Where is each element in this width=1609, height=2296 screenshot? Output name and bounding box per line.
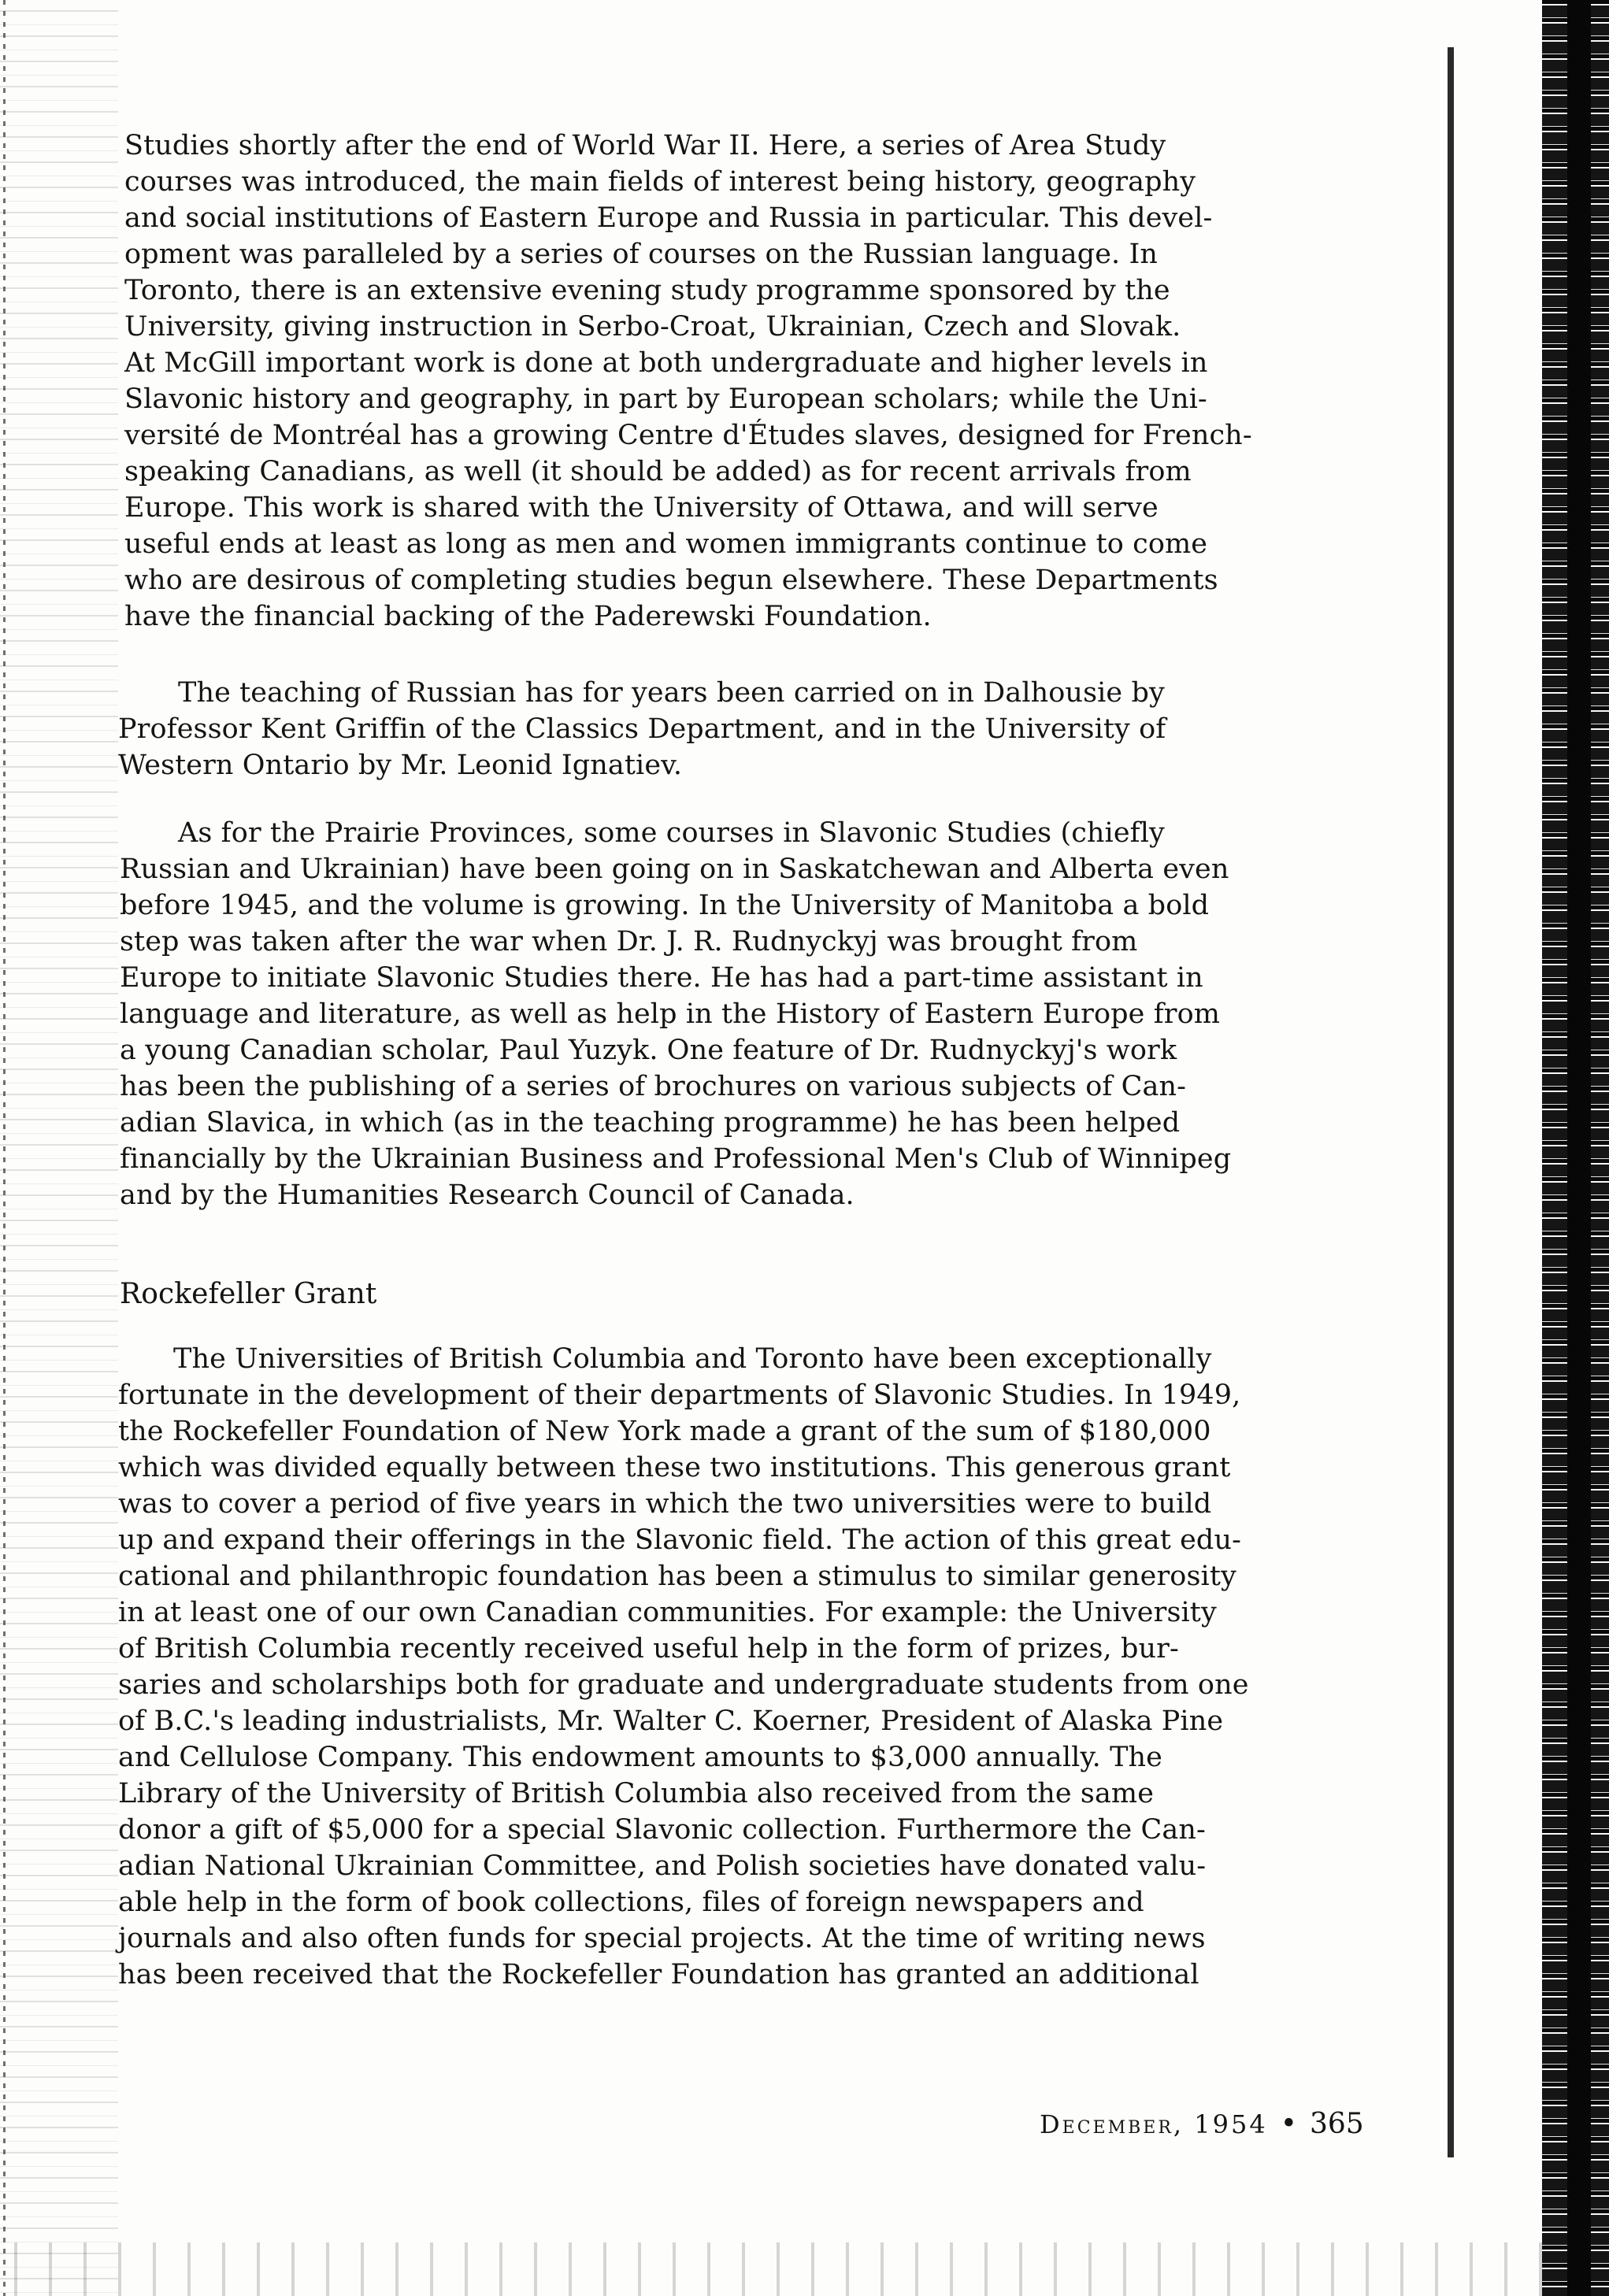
text-line: was to cover a period of five years in which the two universities were to build bbox=[118, 1488, 1212, 1520]
text-line: Europe to initiate Slavonic Studies there. He has had a part-time assistant in bbox=[120, 962, 1203, 994]
section-heading: Rockefeller Grant bbox=[120, 1278, 377, 1310]
text-line: Europe. This work is shared with the University of Ottawa, and will serve bbox=[124, 492, 1159, 524]
text-line: versité de Montréal has a growing Centre d'Études slaves, designed for French- bbox=[124, 420, 1252, 451]
text-line: Russian and Ukrainian) have been going on in Saskatchewan and Alberta even bbox=[120, 854, 1229, 885]
text-line: At McGill important work is done at both undergraduate and higher levels in bbox=[124, 347, 1208, 379]
text-line: Professor Kent Griffin of the Classics Department, and in the University of bbox=[118, 713, 1166, 745]
text-line: which was divided equally between these two institutions. This generous grant bbox=[118, 1452, 1231, 1483]
text-line: fortunate in the development of their departments of Slavonic Studies. In 1949, bbox=[118, 1379, 1241, 1411]
text-line: adian National Ukrainian Committee, and Polish societies have donated valu- bbox=[118, 1850, 1207, 1882]
text-line: The teaching of Russian has for years been carried on in Dalhousie by bbox=[178, 677, 1165, 709]
text-line: adian Slavica, in which (as in the teaching programme) he has been helped bbox=[120, 1107, 1181, 1139]
text-line: and Cellulose Company. This endowment amounts to $3,000 annually. The bbox=[118, 1742, 1162, 1773]
text-line: saries and scholarships both for graduate and undergraduate students from one bbox=[118, 1669, 1249, 1701]
text-line: donor a gift of $5,000 for a special Slavonic collection. Furthermore the Can- bbox=[118, 1814, 1206, 1846]
text-line: University, giving instruction in Serbo-Croat, Ukrainian, Czech and Slovak. bbox=[124, 311, 1181, 343]
text-line: useful ends at least as long as men and women immigrants continue to come bbox=[124, 528, 1208, 560]
text-line: of British Columbia recently received useful help in the form of prizes, bur- bbox=[118, 1633, 1179, 1665]
text-line: and social institutions of Eastern Europe and Russia in particular. This devel- bbox=[124, 202, 1213, 234]
text-line: in at least one of our own Canadian communities. For example: the University bbox=[118, 1597, 1217, 1628]
text-line: Slavonic history and geography, in part by European scholars; while the Uni- bbox=[124, 383, 1207, 415]
scan-left-border bbox=[3, 0, 6, 2296]
text-line: have the financial backing of the Paderewski Foundation. bbox=[124, 601, 932, 632]
scan-left-edge-noise bbox=[0, 0, 118, 2296]
text-line: language and literature, as well as help in the History of Eastern Europe from bbox=[120, 998, 1221, 1030]
text-line: step was taken after the war when Dr. J. R. Rudnyckyj was brought from bbox=[120, 926, 1138, 957]
footer-bullet: • bbox=[1280, 2108, 1297, 2140]
page-number: 365 bbox=[1309, 2108, 1364, 2140]
page-footer bbox=[1040, 2107, 1364, 2142]
text-line: has been the publishing of a series of brochures on various subjects of Can- bbox=[120, 1071, 1187, 1102]
text-line: up and expand their offerings in the Slavonic field. The action of this great edu- bbox=[118, 1524, 1242, 1556]
text-line: Toronto, there is an extensive evening study programme sponsored by the bbox=[124, 275, 1170, 306]
text-line: who are desirous of completing studies begun elsewhere. These Departments bbox=[124, 565, 1218, 596]
scan-right-dark-band-core bbox=[1567, 0, 1591, 2296]
text-line: cational and philanthropic foundation has been a stimulus to similar generosity bbox=[118, 1561, 1236, 1592]
text-line: Library of the University of British Columbia also received from the same bbox=[118, 1778, 1155, 1809]
text-line: before 1945, and the volume is growing. In the University of Manitoba a bold bbox=[120, 890, 1210, 921]
text-line: Western Ontario by Mr. Leonid Ignatiev. bbox=[118, 750, 683, 781]
scan-right-rule bbox=[1448, 47, 1454, 2157]
text-line: and by the Humanities Research Council of Canada. bbox=[120, 1179, 855, 1211]
text-line: the Rockefeller Foundation of New York made a grant of the sum of $180,000 bbox=[118, 1416, 1211, 1447]
text-line: a young Canadian scholar, Paul Yuzyk. One feature of Dr. Rudnyckyj's work bbox=[120, 1035, 1177, 1066]
scan-bottom-strip bbox=[0, 2242, 1542, 2296]
text-line: opment was paralleled by a series of courses on the Russian language. In bbox=[124, 239, 1159, 270]
text-line: The Universities of British Columbia and Toronto have been exceptionally bbox=[173, 1343, 1212, 1375]
text-line: courses was introduced, the main fields of interest being history, geography bbox=[124, 166, 1196, 198]
text-line: journals and also often funds for special projects. At the time of writing news bbox=[118, 1923, 1206, 1954]
text-line: speaking Canadians, as well (it should be added) as for recent arrivals from bbox=[124, 456, 1192, 487]
text-line: Studies shortly after the end of World War II. Here, a series of Area Study bbox=[124, 130, 1166, 161]
text-line: financially by the Ukrainian Business and Professional Men's Club of Winnipeg bbox=[120, 1143, 1232, 1175]
issue-date: December, 1954 bbox=[1040, 2109, 1268, 2139]
text-line: As for the Prairie Provinces, some courses in Slavonic Studies (chiefly bbox=[178, 817, 1165, 849]
text-line: of B.C.'s leading industrialists, Mr. Walter C. Koerner, President of Alaska Pine bbox=[118, 1705, 1224, 1737]
text-line: able help in the form of book collections, files of foreign newspapers and bbox=[118, 1887, 1144, 1918]
text-line: has been received that the Rockefeller Foundation has granted an additional bbox=[118, 1959, 1199, 1990]
